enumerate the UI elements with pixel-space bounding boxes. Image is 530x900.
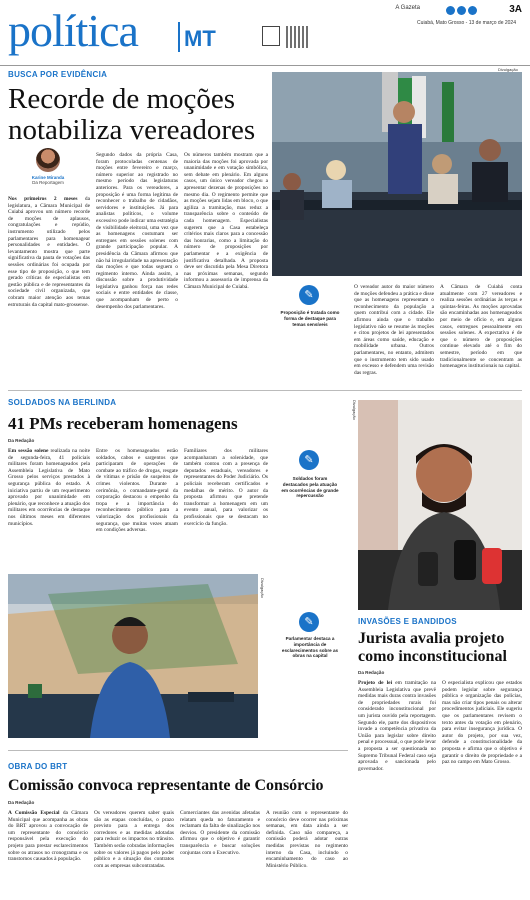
story1-column-3: Os números também mostram que a maioria das moções foi aprovada por unanimidade e em votação simbólica, sem debate em plenário. Em alguns casos, um único vereador chegou a apresentar dezenas de proposições no mesmo dia. O regimento permite que as moções sejam lidas em bloco, o que agiliza a tramitação, mas reduz a transparência sobre o conteúdo de cada homenagem. Especialistas sugerem que a Casa estabeleça critérios mais claros para a concessão das honrarias, como a limitação do número de proposições por parlamentar e a exigência de justificativa detalhada. A proposta deve ser discutida pela Mesa Diretora nas próximas semanas, segundo informou a assessoria de imprensa da Câmara Municipal de Cuiabá. [184,152,268,290]
page-header [0,0,530,66]
story1-column-2: Segundo dados da própria Casa, foram protocoladas centenas de moções entre fevereiro e março, número superior ao registrado no mesmo período das legislaturas anteriores. Para os vereadores, a proposição é uma forma legítima de reconhecer o trabalho de cidadãos, servidores e instituições. Já para analistas políticos, o volume excessivo pode indicar uma estratégia de visibilidade eleitoral, uma vez que as homenagens costumam ser entregues em sessões solenes com grande participação popular. A presidência da Câmara afirmou que não há irregularidade na apresentação das moções e que todas seguem o regimento interno. Ainda assim, a discussão sobre a produtividade legislativa ganhou força nas redes sociais e entre entidades de classe, que acompanham de perto o desempenho dos parlamentares. [96,152,178,310]
story4-column-1: A Comissão Especial da Câmara Municipal que acompanha as obras do BRT aprovou a convocação de um representante do consórcio responsável pela execução do projeto para prestar esclarecimentos sobre os atrasos no cronograma e os transtornos causados à população. [8,810,88,863]
story1-headline: Recorde de moções notabiliza vereadores [8,83,256,146]
info-icon: ✎ [299,612,319,632]
story1-author [24,175,72,185]
story3-photo [358,400,522,610]
author-role: Da Reportagem [32,180,64,185]
story2-photo [8,574,258,738]
section-subtitle: MT [184,26,216,51]
story3-headline: Jurista avalia projeto como inconstitucional [358,630,507,665]
story1-column-5: A Câmara de Cuiabá conta atualmente com 27 vereadores e realiza sessões ordinárias às terças e quintas-feiras. As moções aprovadas são encaminhadas aos homenageados por meio de ofício e, em alguns casos, entregues pessoalmente em sessões solenes. A expectativa é de que o número de proposições continue elevado até o fim do semestre, período em que tradicionalmente se concentram as homenagens institucionais na capital. [440,284,522,370]
speaker-image [8,574,258,738]
author-avatar [36,148,60,172]
story3-byline: Da Redação [358,670,385,675]
story4-byline: Da Redação [8,800,35,805]
story4-kicker: OBRA DO BRT [8,762,68,771]
story2-sidebox: Soldados foram destacados pela atuação em ocorrências de grande repercussão [281,476,339,499]
story3-column-1: Projeto de lei em tramitação na Assembleia Legislativa que prevê medidas mais duras contra invasões de propriedades rurais foi considerado inconstitucional por um jurista ouvido pela reportagem. Segundo ele, parte dos dispositivos invade a competência privativa da União para legislar sobre direito penal e processual, o que pode levar a proposta a ser questionada no Supremo Tribunal Federal caso seja aprovada e sancionada pelo governador. [358,680,436,772]
story2-byline: Da Redação [8,438,35,443]
instagram-icon [457,6,466,15]
phone-icon [262,26,280,46]
dateline: Cuiabá, Mato Grosso - 13 de março de 2024 [417,20,516,26]
story1-photo [272,72,522,276]
section-logo: política [8,5,138,56]
story2-headline: 41 PMs receberam homenagens [8,414,238,433]
story2-kicker: SOLDADOS NA BERLINDA [8,398,117,407]
story4-column-2: Os vereadores querem saber quais são as etapas concluídas, o prazo previsto para a entrega dos corredores e as medidas adotadas para reduzir os impactos no trânsito. Também serão cobradas informações sobre os valores já pagos pelo poder público e a situação dos contratos com as empresas subcontratadas. [94,810,174,869]
story1-photo-credit: Divulgação [498,67,518,72]
story1-sidebox: Proposição é tratada como forma de destaque para temas sensíveis [280,310,340,327]
story4-sidebox: Parlamentar destaca a importância de esclarecimentos sobre as obras na capital [281,636,339,659]
story4-headline: Comissão convoca representante de Consórcio [8,777,324,794]
council-session-image [272,72,522,276]
social-icons [446,6,477,15]
story1-column-1: Nos primeiros 2 meses da legislatura, a Câmara Municipal de Cuiabá aprovou um número recorde de moções de aplausos, congratulações e repúdio, instrumento utilizado pelos parlamentares para homenagear personalidades e entidades. O levantamento mostra que parte significativa da pauta de votações das sessões ordinárias foi ocupada por esse tipo de proposição, o que tem gerado críticas de especialistas em gestão pública e de representantes da sociedade civil organizada, que cobram maior atenção aos temas estruturais da capital mato-grossense. [8,196,90,308]
story4-column-3: Comerciantes das avenidas afetadas relatam queda no faturamento e reclamam da falta de sinalização nos desvios. O presidente da comissão afirmou que o objetivo é garantir transparência e buscar soluções conjuntas com o Executivo. [180,810,260,856]
story1-kicker: BUSCA POR EVIDÊNCIA [8,70,108,79]
story4-column-4: A reunião com o representante do consórcio deve ocorrer nas próximas semanas, em data ainda a ser definida. Caso não compareça, a comissão poderá adotar outras medidas previstas no regimento interno da Casa, incluindo o encaminhamento do caso ao Ministério Público. [266,810,348,869]
story3-kicker: INVASÕES E BANDIDOS [358,617,457,626]
twitter-icon [468,6,477,15]
story3-photo-credit: Divulgação [352,400,357,420]
jurist-image [358,400,522,610]
story2-column-3: Familiares dos militares acompanharam a solenidade, que também contou com a presença de deputados estaduais, vereadores e representantes do Poder Judiciário. Os policiais receberam certificados e medalhas de mérito. O autor da proposta afirmou que pretende transformar a homenagem em um evento anual, para valorizar os profissionais que se destacam no exercício da função. [184,448,268,527]
story2-column-2: Entre os homenageados estão soldados, cabos e sargentos que participaram de operações de combate ao tráfico de drogas, resgate de vítimas e prisão de suspeitos de crimes violentos. Durante a cerimônia, o comandante-geral da corporação destacou o empenho da tropa e a importância do reconhecimento público para a valorização dos profissionais da segurança, que muitas vezes atuam em condições adversas. [96,448,178,534]
info-icon: ✎ [299,450,319,470]
newspaper-name: A Gazeta [395,5,420,11]
story2-photo-credit: Divulgação [260,578,265,598]
page-number: 3A [509,4,522,15]
story3-column-2: O especialista explicou que estados podem legislar sobre segurança pública e organização das polícias, mas não criar tipos penais ou alterar procedimentos judiciais. Ele sugeriu que os parlamentares revisem o texto antes da votação em plenário, para evitar insegurança jurídica. O autor do projeto, por sua vez, defende a constitucionalidade da proposta e afirma que o objetivo é garantir o direito de propriedade e a paz no campo em Mato Grosso. [442,680,522,766]
story1-column-4: O vereador autor do maior número de moções defendeu a prática e disse que as homenagens representam o reconhecimento da população a quem contribui com a cidade. Ele afirmou ainda que o trabalho legislativo não se resume às moções e citou projetos de lei apresentados em áreas como saúde, educação e mobilidade urbana. Outros parlamentares, no entanto, admitem que o instrumento tem sido usado em excesso e defendem uma revisão das regras. [354,284,434,376]
info-icon: ✎ [299,285,319,305]
qr-code-icon [286,26,308,48]
logo-divider [178,22,180,52]
section-divider [8,750,348,751]
section-divider [8,390,522,391]
story2-column-1: Em sessão solene realizada na noite de segunda-feira, 41 policiais militares foram homenageados pela Assembleia Legislativa de Mato Grosso pelos serviços prestados à segurança pública do estado. A iniciativa partiu de um requerimento aprovado por unanimidade em plenário, que reconhece a atuação dos militares em ocorrências de destaque nos últimos meses em diferentes municípios. [8,448,90,527]
facebook-icon [446,6,455,15]
author-name: Karine Miranda [31,175,65,180]
